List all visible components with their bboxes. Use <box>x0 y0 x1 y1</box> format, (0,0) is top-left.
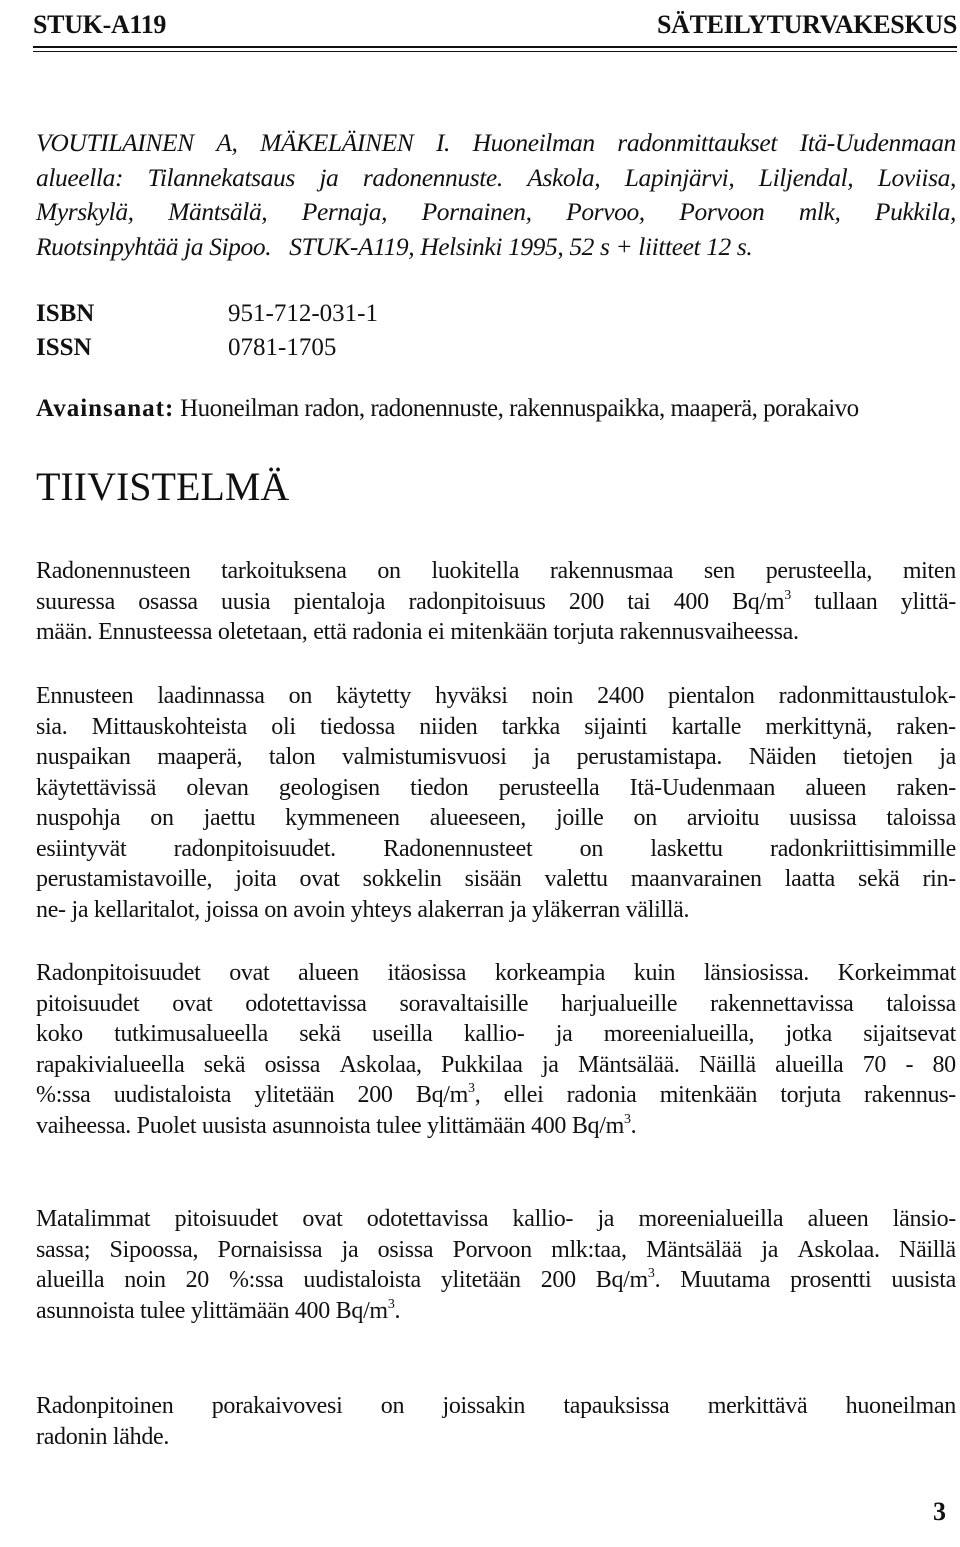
issn-label: ISSN <box>36 334 92 361</box>
word: radonkriittisimmille <box>770 835 956 862</box>
word: torjuta <box>780 1082 841 1108</box>
paragraph-line <box>36 1080 956 1111</box>
word: 2400 <box>597 683 644 709</box>
word: ja <box>597 1206 615 1232</box>
paragraph-line <box>36 958 956 989</box>
word: Porvoon <box>679 197 765 226</box>
word: 200 <box>568 588 604 615</box>
word: nuspaikan <box>36 744 131 770</box>
word: rakennus- <box>864 1082 956 1108</box>
word: $Bq/m^3$. <box>595 1266 661 1293</box>
word: kuin <box>633 960 676 986</box>
word: nuspohja <box>36 805 121 831</box>
word: esiintyvät <box>36 835 127 862</box>
paragraph-line <box>36 1265 956 1296</box>
word: kallio- <box>463 1021 525 1047</box>
word: soravaltaisille <box>399 990 529 1017</box>
word: sokkelin <box>362 866 442 892</box>
word: osassa <box>138 588 198 615</box>
word: Pernaja, <box>301 197 388 226</box>
paragraph-line <box>36 1050 956 1081</box>
word: ylittä- <box>900 588 956 615</box>
word: maaperä, <box>157 744 243 770</box>
word: MÄKELÄINEN <box>260 128 414 157</box>
word: raken- <box>896 774 956 801</box>
word: rapakivialueella <box>36 1051 185 1078</box>
header-rule-thin <box>33 51 957 52</box>
word: talon <box>268 744 316 770</box>
word: on <box>288 683 313 709</box>
word: ellei <box>503 1082 544 1108</box>
word: mlk:taa, <box>551 1236 627 1263</box>
word: tiedon <box>410 774 469 801</box>
paragraph-line <box>36 1019 956 1050</box>
word: Ennusteen <box>36 683 134 709</box>
word: ovat <box>299 866 340 892</box>
word: jaettu <box>203 805 256 831</box>
paragraph-line <box>36 681 956 712</box>
word: koko <box>36 1021 83 1047</box>
word: merkittynä, <box>765 713 873 740</box>
word: 200 <box>357 1082 393 1108</box>
word: pitoisuudet <box>174 1206 279 1232</box>
word: %:ssa <box>228 1267 284 1293</box>
word: VOUTILAINEN <box>36 128 194 157</box>
word: oli <box>271 713 296 740</box>
word: Korkeimmat <box>837 960 956 986</box>
word: alueen <box>807 1206 869 1232</box>
word: harjualueille <box>561 990 678 1017</box>
word: - <box>905 1051 914 1078</box>
word: uusia <box>221 588 271 615</box>
word: mitenkään <box>659 1082 758 1108</box>
word: noin <box>124 1267 166 1293</box>
word: on <box>377 558 401 584</box>
word: Mäntsälää <box>646 1236 743 1263</box>
word: niiden <box>419 713 478 740</box>
word: Näiden <box>748 744 817 770</box>
citation-line <box>36 126 956 161</box>
word: radonmittaustulok- <box>778 683 956 709</box>
keywords-label: Avainsanat: <box>36 395 175 422</box>
word: radonpitoisuus <box>408 588 546 615</box>
word: sassa; <box>36 1236 91 1263</box>
header-rule-thick <box>33 46 957 48</box>
word: rakennusmaa <box>549 558 674 584</box>
word: suuressa <box>36 588 115 615</box>
citation-line: Ruotsinpyhtää ja Sipoo. STUK-A119, Helsinki 1995, 52 s + liitteet 12 s. <box>36 231 753 261</box>
word: on <box>579 835 604 862</box>
identifiers <box>36 297 378 365</box>
word: tutkimusalueella <box>114 1021 268 1047</box>
word: sisään <box>464 866 522 892</box>
word: ja <box>341 1236 359 1263</box>
paragraph-line <box>36 989 956 1020</box>
citation-line <box>36 161 956 196</box>
paragraph-line: mään. Ennusteessa oletetaan, että radonia ei mitenkään torjuta rakennusvaiheessa. <box>36 619 799 645</box>
keywords-text: Huoneilman radon, radonennuste, rakennuspaikka, maaperä, porakaivo <box>174 395 859 422</box>
word: ylitetään <box>254 1082 335 1108</box>
word: kymmeneen <box>285 805 400 831</box>
word: kartalle <box>671 713 742 740</box>
word: Pukkilaa <box>441 1051 523 1078</box>
word: moreenialueilla <box>638 1206 784 1232</box>
word: Radonennusteet <box>383 835 533 862</box>
word: alueilla <box>36 1267 105 1293</box>
word: perusteella <box>498 774 600 801</box>
word: valmistumisvuosi <box>342 744 507 770</box>
word: Huoneilman <box>472 128 595 157</box>
word: alueella: <box>36 162 124 192</box>
word: tullaan <box>814 588 878 615</box>
word: sen <box>703 558 735 584</box>
word: ja <box>533 744 550 770</box>
word: Pukkila, <box>874 197 956 226</box>
word: $Bq/m^3$, <box>415 1081 481 1108</box>
word: odotettavissa <box>245 990 367 1017</box>
word: A, <box>216 128 238 157</box>
abstract-paragraph-3 <box>36 958 956 1141</box>
word: osissa <box>264 1051 321 1078</box>
paragraph-line <box>36 1204 956 1235</box>
paragraph-line <box>36 587 956 618</box>
word: Liljendal, <box>758 162 854 192</box>
word: useilla <box>371 1021 433 1047</box>
abstract-paragraph-2 <box>36 681 956 925</box>
word: sijainti <box>584 713 648 740</box>
word: Tilannekatsaus <box>147 162 295 192</box>
word: Muutama <box>680 1267 771 1293</box>
word: Matalimmat <box>36 1206 151 1232</box>
word: taloissa <box>886 805 956 831</box>
word: laskettu <box>650 835 723 862</box>
word: tapauksissa <box>563 1393 670 1419</box>
issn-value: 0781-1705 <box>228 334 337 361</box>
word: Radonennusteen <box>36 558 191 584</box>
word: merkittävä <box>707 1393 808 1419</box>
word: pitoisuudet <box>36 990 140 1017</box>
paragraph-line: ne- ja kellaritalot, joissa on avoin yhteys alakerran ja yläkerran välillä. <box>36 896 690 923</box>
word: kallio- <box>512 1206 574 1232</box>
paragraph-line <box>36 834 956 865</box>
word: ja <box>939 744 956 770</box>
issn-row <box>36 331 378 365</box>
word: perusteella, <box>765 558 873 584</box>
word: perustamistavoille, <box>36 866 213 892</box>
word: prosentti <box>790 1267 872 1293</box>
word: osissa <box>377 1236 434 1263</box>
paragraph-line <box>36 1391 956 1422</box>
publisher-name: SÄTEILYTURVAKESKUS <box>656 10 957 39</box>
word: ovat <box>229 960 270 986</box>
keywords-line <box>36 395 956 423</box>
word: tiedossa <box>320 713 395 740</box>
word: joita <box>235 866 277 892</box>
word: radonennuste. <box>362 162 503 192</box>
word: arvioitu <box>686 805 760 831</box>
word: sijaitsevat <box>863 1021 956 1047</box>
paragraph-line <box>36 742 956 773</box>
word: radonmittaukset <box>617 128 778 157</box>
word: valettu <box>544 866 608 892</box>
paragraph-line <box>36 1235 956 1266</box>
running-header <box>33 10 957 40</box>
word: olevan <box>186 774 249 801</box>
isbn-row <box>36 297 378 331</box>
bibliographic-citation <box>36 126 956 264</box>
word: radonpitoisuudet. <box>173 835 336 862</box>
word: huoneilman <box>845 1393 956 1419</box>
word: Askola, <box>527 162 601 192</box>
citation-line <box>36 195 956 230</box>
word: alueen <box>805 774 867 801</box>
word: Itä-Uudenmaan <box>799 128 956 157</box>
word: sekä <box>299 1021 341 1047</box>
word: Mäntsälää. <box>578 1051 680 1078</box>
word: ylitetään <box>440 1267 521 1293</box>
word: uudistaloista <box>303 1267 421 1293</box>
word: geologisen <box>278 774 380 801</box>
word: Radonpitoinen <box>36 1393 174 1419</box>
word: laadinnassa <box>157 683 265 709</box>
word: Askolaa, <box>339 1051 422 1078</box>
word: noin <box>531 683 574 709</box>
section-title: TIIVISTELMÄ <box>36 464 290 509</box>
word: jotka <box>785 1021 832 1047</box>
paragraph-line <box>36 773 956 804</box>
word: Loviisa, <box>877 162 956 192</box>
word: Näillä <box>899 1236 956 1263</box>
word: pientalon <box>668 683 755 709</box>
word: ja <box>319 162 339 192</box>
word: moreenialueilla, <box>603 1021 755 1047</box>
word: alueen <box>298 960 359 986</box>
word: on <box>380 1393 405 1419</box>
paragraph-line <box>36 556 956 587</box>
abstract-paragraph-5 <box>36 1391 956 1452</box>
word: länsio- <box>892 1206 956 1232</box>
word: tarkoituksena <box>221 558 347 584</box>
word: länsiosissa. <box>703 960 809 986</box>
word: odotettavissa <box>366 1206 489 1232</box>
isbn-value: 951-712-031-1 <box>228 300 378 327</box>
word: ja <box>555 1021 573 1047</box>
word: Sipoossa, <box>109 1236 199 1263</box>
word: laatta <box>784 866 835 892</box>
paragraph-line <box>36 803 956 834</box>
word: maanvarainen <box>630 866 762 892</box>
word: 200 <box>540 1267 576 1293</box>
page-number: 3 <box>933 1497 946 1526</box>
word: ja <box>761 1236 779 1263</box>
word: uusista <box>891 1267 956 1293</box>
word: sekä <box>858 866 900 892</box>
word: 70 <box>862 1051 887 1078</box>
word: 400 <box>673 588 709 615</box>
paragraph-line <box>36 864 956 895</box>
word: Radonpitoisuudet <box>36 960 201 986</box>
word: korkeampia <box>494 960 606 986</box>
word: perustamistapa. <box>576 744 723 770</box>
word: tarkka <box>501 713 560 740</box>
word: raken- <box>896 713 956 740</box>
paragraph-line: asunnoista tulee ylittämään 400 $Bq/m^3$. <box>36 1296 401 1324</box>
word: rin- <box>922 866 956 892</box>
word: Pornaisissa <box>217 1236 323 1263</box>
word: Itä-Uudenmaan <box>629 774 776 801</box>
word: 20 <box>185 1267 210 1293</box>
word: 80 <box>932 1051 956 1078</box>
word: tai <box>627 588 651 615</box>
word: käytetty <box>336 683 412 709</box>
word: luokitella <box>431 558 520 584</box>
word: joissakin <box>442 1393 526 1419</box>
isbn-label: ISBN <box>36 300 95 327</box>
word: ovat <box>172 990 213 1017</box>
word: alueeseen, <box>429 805 526 831</box>
word: ja <box>541 1051 559 1078</box>
word: porakaivovesi <box>211 1393 343 1419</box>
word: Mittauskohteista <box>91 713 247 740</box>
word: radonia <box>566 1082 637 1108</box>
report-code: STUK-A119 <box>33 10 167 39</box>
abstract-paragraph-1 <box>36 556 956 648</box>
word: joille <box>555 805 604 831</box>
paragraph-line: vaiheessa. Puolet uusista asunnoista tulee ylittämään 400 $Bq/m^3$. <box>36 1111 637 1139</box>
word: hyväksi <box>435 683 508 709</box>
word: Lapinjärvi, <box>624 162 735 192</box>
word: uusissa <box>789 805 857 831</box>
word: Porvoo, <box>566 197 645 226</box>
word: sia. <box>36 713 68 740</box>
word: Myrskylä, <box>36 197 134 226</box>
word: $Bq/m^3$ <box>732 587 791 615</box>
word: I. <box>435 128 451 157</box>
word: on <box>150 805 174 831</box>
word: käytettävissä <box>36 774 157 801</box>
word: taloissa <box>886 990 956 1017</box>
word: %:ssa <box>36 1082 91 1108</box>
word: itäosissa <box>387 960 467 986</box>
word: uudistaloista <box>113 1082 232 1108</box>
word: ovat <box>302 1206 343 1232</box>
word: pientaloja <box>293 588 386 615</box>
word: miten <box>902 558 956 584</box>
word: Porvoon <box>452 1236 532 1263</box>
word: Askolaa. <box>797 1236 880 1263</box>
paragraph-line <box>36 712 956 743</box>
word: Mäntsälä, <box>168 197 268 226</box>
paragraph-line: radonin lähde. <box>36 1423 170 1450</box>
word: on <box>633 805 657 831</box>
word: mlk, <box>798 197 841 226</box>
word: Pornainen, <box>421 197 532 226</box>
word: rakennettavissa <box>710 990 854 1017</box>
word: Näillä <box>698 1051 756 1078</box>
word: alueilla <box>775 1051 844 1078</box>
abstract-paragraph-4 <box>36 1204 956 1326</box>
word: sekä <box>203 1051 246 1078</box>
word: tietojen <box>842 744 913 770</box>
